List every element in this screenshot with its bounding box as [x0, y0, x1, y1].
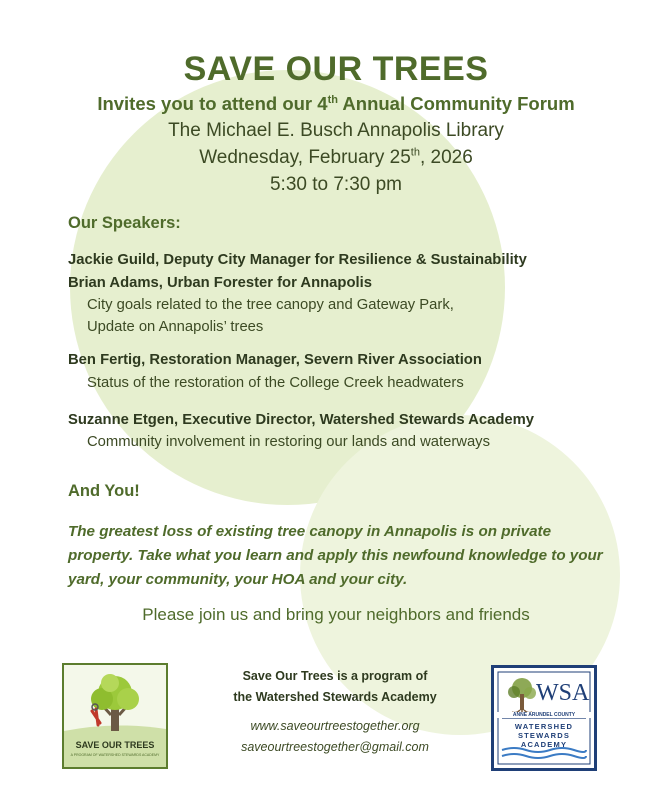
wsa-line-2: STEWARDS — [517, 731, 571, 740]
wsa-line-1: WATERSHED — [514, 722, 574, 731]
wsa-line-3: ACADEMY — [520, 740, 568, 749]
wsa-logo — [491, 665, 597, 771]
sot-logo-tagline: A PROGRAM OF WATERSHED STEWARDS ACADEMY — [70, 753, 160, 757]
and-you-heading: And You! — [68, 482, 140, 500]
tree-with-pruners-icon — [64, 665, 166, 767]
wsa-county: ANNE ARUNDEL COUNTY — [494, 712, 594, 718]
email-link[interactable]: saveourtreestogether@gmail.com — [241, 740, 429, 754]
date-line: Wednesday, February 25th, 2026 — [199, 146, 473, 168]
speaker-name: Suzanne Etgen, Executive Director, Watershed Stewards Academy — [68, 412, 534, 428]
program-line-2: the Watershed Stewards Academy — [233, 690, 437, 704]
save-our-trees-logo — [62, 663, 168, 769]
invite-line: Invites you to attend our 4th Annual Community Forum — [97, 93, 575, 114]
speaker-topic: Update on Annapolis’ trees — [87, 319, 264, 335]
speaker-topic: City goals related to the tree canopy and Gateway Park, — [87, 297, 454, 313]
wsa-abbr: WSA — [536, 680, 590, 706]
speaker-topic: Community involvement in restoring our lands and waterways — [87, 434, 490, 450]
time-line: 5:30 to 7:30 pm — [269, 174, 403, 195]
venue-line: The Michael E. Busch Annapolis Library — [168, 120, 504, 141]
flyer-title: SAVE OUR TREES — [183, 50, 489, 88]
speaker-topic: Status of the restoration of the College Creek headwaters — [87, 375, 464, 391]
speaker-name: Ben Fertig, Restoration Manager, Severn River Association — [68, 352, 482, 368]
speaker-name: Jackie Guild, Deputy City Manager for Resilience & Sustainability — [68, 252, 527, 268]
speakers-heading: Our Speakers: — [68, 214, 181, 232]
program-line-1: Save Our Trees is a program of — [242, 669, 428, 683]
website-link[interactable]: www.saveourtreestogether.org — [250, 719, 420, 733]
speaker-name: Brian Adams, Urban Forester for Annapolis — [68, 275, 372, 291]
join-invitation: Please join us and bring your neighbors and friends — [142, 605, 530, 624]
canopy-loss-statement: The greatest loss of existing tree canopy in Annapolis is on private property. Take what you learn and apply this newfound knowledge to your yard, your community, your HOA and your city. — [68, 523, 603, 588]
sot-logo-name: SAVE OUR TREES — [75, 740, 155, 750]
